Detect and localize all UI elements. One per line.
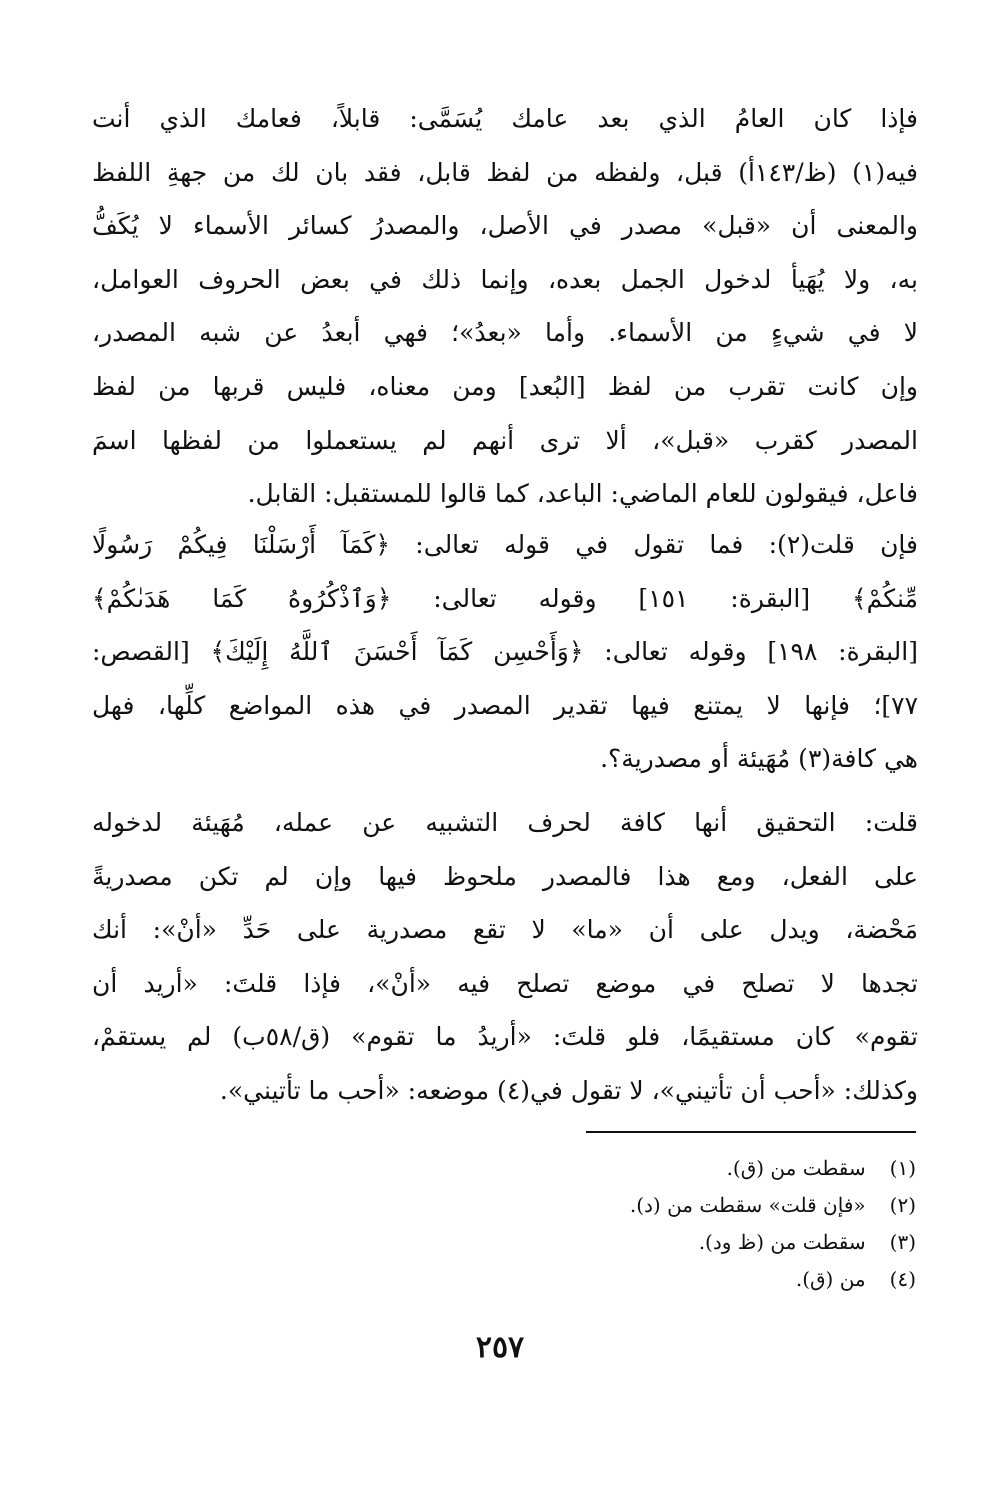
paragraph-line: فيه(١) (ظ/١٤٣أ) قبل، ولفظه من لفظ قابل، فقد بان لك من جهةِ اللفظ [92, 157, 918, 187]
footnote-text: من (ق). [795, 1267, 866, 1291]
paragraph-line: فإن قلت(٢): فما تقول في قوله تعالى: ﴿كَمَآ أَرْسَلْنَا فِيكُمْ رَسُولًا [92, 530, 918, 559]
paragraph-line: تقوم» كان مستقيمًا، فلو قلتَ: «أريدُ ما تقوم» (ق/٥٨ب) لم يستقمْ، [92, 1022, 918, 1052]
paragraph-line: هي كافة(٣) مُهَيئة أو مصدرية؟. [600, 744, 918, 774]
paragraph-line: على الفعل، ومع هذا فالمصدر ملحوظ فيها وإن لم تكن مصدريةً [92, 861, 918, 891]
paragraph-line: [البقرة: ١٩٨] وقوله تعالى: ﴿وَأَحْسِن كَمَآ أَحْسَنَ ٱللَّهُ إِلَيْكَ﴾ [القصص: [92, 637, 918, 667]
page-number: ٢٥٧ [475, 1330, 525, 1365]
paragraph-line: المصدر كقرب «قبل»، ألا ترى أنهم لم يستعملوا من لفظها اسمَ [92, 425, 918, 455]
paragraph-line: والمعنى أن «قبل» مصدر في الأصل، والمصدرُ كسائر الأسماء لا يُكَفُّ [92, 211, 918, 241]
footnote-number: (١) [889, 1156, 916, 1180]
paragraph-line: وكذلك: «أحب أن تأتيني»، لا تقول في(٤) موضعه: «أحب ما تأتيني». [219, 1075, 918, 1105]
paragraph-line: قلت: التحقيق أنها كافة لحرف التشبيه عن عمله، مُهَيئة لدخوله [92, 808, 918, 837]
footnote-number: (٣) [889, 1230, 916, 1254]
footnote-text: سقطت من (ظ ود). [698, 1230, 866, 1254]
paragraph-line: مَحْضة، ويدل على أن «ما» لا تقع مصدرية على حَدِّ «أنْ»: أنك [92, 915, 918, 945]
paragraph-line: مِّنكُمْ﴾ [البقرة: ١٥١] وقوله تعالى: ﴿وَٱذْكُرُوهُ كَمَا هَدَىٰكُمْ﴾ [92, 583, 918, 613]
footnote-divider [586, 1131, 916, 1133]
footnote-item [300, 1150, 916, 1187]
paragraph-line: لا في شيءٍ من الأسماء. وأما «بعدُ»؛ فهي أبعدُ عن شبه المصدر، [92, 318, 918, 348]
footnotes [300, 1150, 916, 1298]
paragraph-2 [92, 518, 918, 786]
paragraph-line: وإن كانت تقرب من لفظ [البُعد] ومن معناه، فليس قربها من لفظ [92, 371, 918, 401]
footnote-item [300, 1224, 916, 1261]
footnote-number: (٢) [889, 1193, 916, 1217]
paragraph-line: فاعل، فيقولون للعام الماضي: الباعد، كما قالوا للمستقبل: القابل. [247, 479, 918, 509]
paragraph-line: فإذا كان العامُ الذي بعد عامك يُسَمَّى: قابلاً، فعامك الذي أنت [92, 104, 918, 133]
footnote-text: «فإن قلت» سقطت من (د). [629, 1193, 866, 1217]
footnote-item [300, 1187, 916, 1224]
footnote-text: سقطت من (ق). [726, 1156, 866, 1180]
paragraph-3 [92, 796, 918, 1118]
footnote-number: (٤) [889, 1267, 916, 1291]
footnote-item [300, 1261, 916, 1298]
paragraph-line: به، ولا يُهَيأ لدخول الجمل بعده، وإنما ذلك في بعض الحروف العوامل، [92, 264, 918, 294]
paragraph-line: ٧٧]؛ فإنها لا يمتنع فيها تقدير المصدر في هذه المواضع كلِّها، فهل [92, 690, 918, 720]
paragraph-line: تجدها لا تصلح في موضع تصلح فيه «أنْ»، فإذا قلتَ: «أريد أن [92, 968, 918, 998]
paragraph-1 [92, 92, 918, 521]
